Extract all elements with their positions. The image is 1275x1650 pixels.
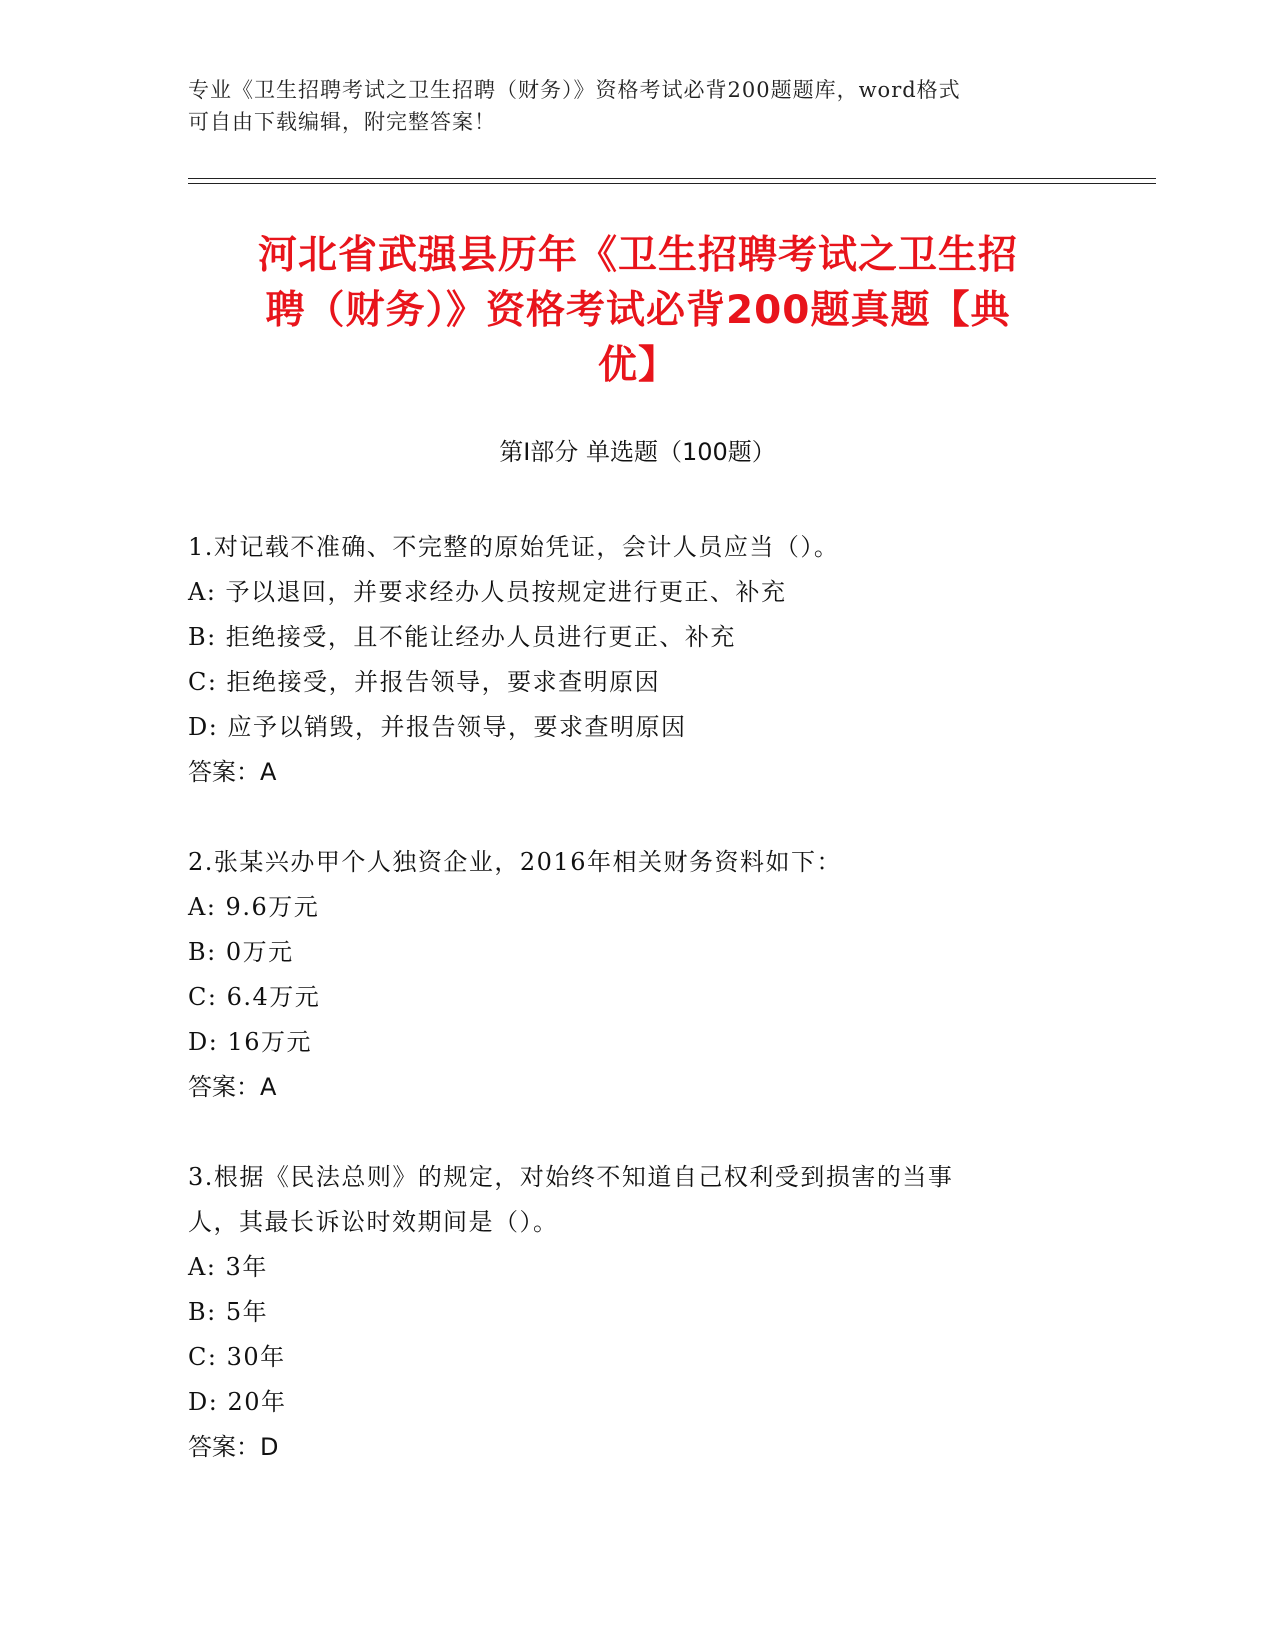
header-note-line-1: 专业《卫生招聘考试之卫生招聘（财务）》资格考试必背200题题库，word格式 [188,78,961,102]
option-b: B: 5年 [188,1298,269,1326]
option-c: C: 6.4万元 [188,983,321,1011]
header-divider-bottom [188,183,1156,184]
question-2 [188,840,1088,1110]
option-d: D: 16万元 [188,1028,312,1056]
option-c: C: 30年 [188,1343,286,1371]
option-d: D: 20年 [188,1388,287,1416]
question-3 [188,1155,1088,1470]
header-note [188,74,1088,138]
option-b: B: 拒绝接受，且不能让经办人员进行更正、补充 [188,623,736,651]
document-title [188,228,1088,393]
header-divider-top [188,178,1156,179]
option-d: D: 应予以销毁，并报告领导，要求查明原因 [188,713,687,741]
title-line-2: 聘（财务）》资格考试必背200题真题【典 [265,288,1011,333]
header-note-line-2: 可自由下载编辑，附完整答案！ [188,110,496,134]
title-line-3: 优】 [597,343,678,388]
option-b: B: 0万元 [188,938,294,966]
title-line-1: 河北省武强县历年《卫生招聘考试之卫生招 [257,233,1018,278]
answer: 答案：A [188,758,277,786]
option-c: C: 拒绝接受，并报告领导，要求查明原因 [188,668,661,696]
question-stem-line-1: 3.根据《民法总则》的规定，对始终不知道自己权利受到损害的当事 [188,1163,954,1191]
option-a: A: 9.6万元 [188,893,320,921]
question-spacer [188,795,1088,840]
question-stem: 2.张某兴办甲个人独资企业，2016年相关财务资料如下： [188,848,842,876]
option-a: A: 予以退回，并要求经办人员按规定进行更正、补充 [188,578,787,606]
answer: 答案：A [188,1073,277,1101]
option-a: A: 3年 [188,1253,268,1281]
question-1 [188,525,1088,795]
question-list [188,525,1088,1470]
answer: 答案：D [188,1433,279,1461]
question-spacer [188,1110,1088,1155]
section-title: 第Ⅰ部分 单选题（100题） [499,438,776,466]
question-stem-line-2: 人，其最长诉讼时效期间是（）。 [188,1208,559,1236]
question-stem: 1.对记载不准确、不完整的原始凭证，会计人员应当（）。 [188,533,840,561]
